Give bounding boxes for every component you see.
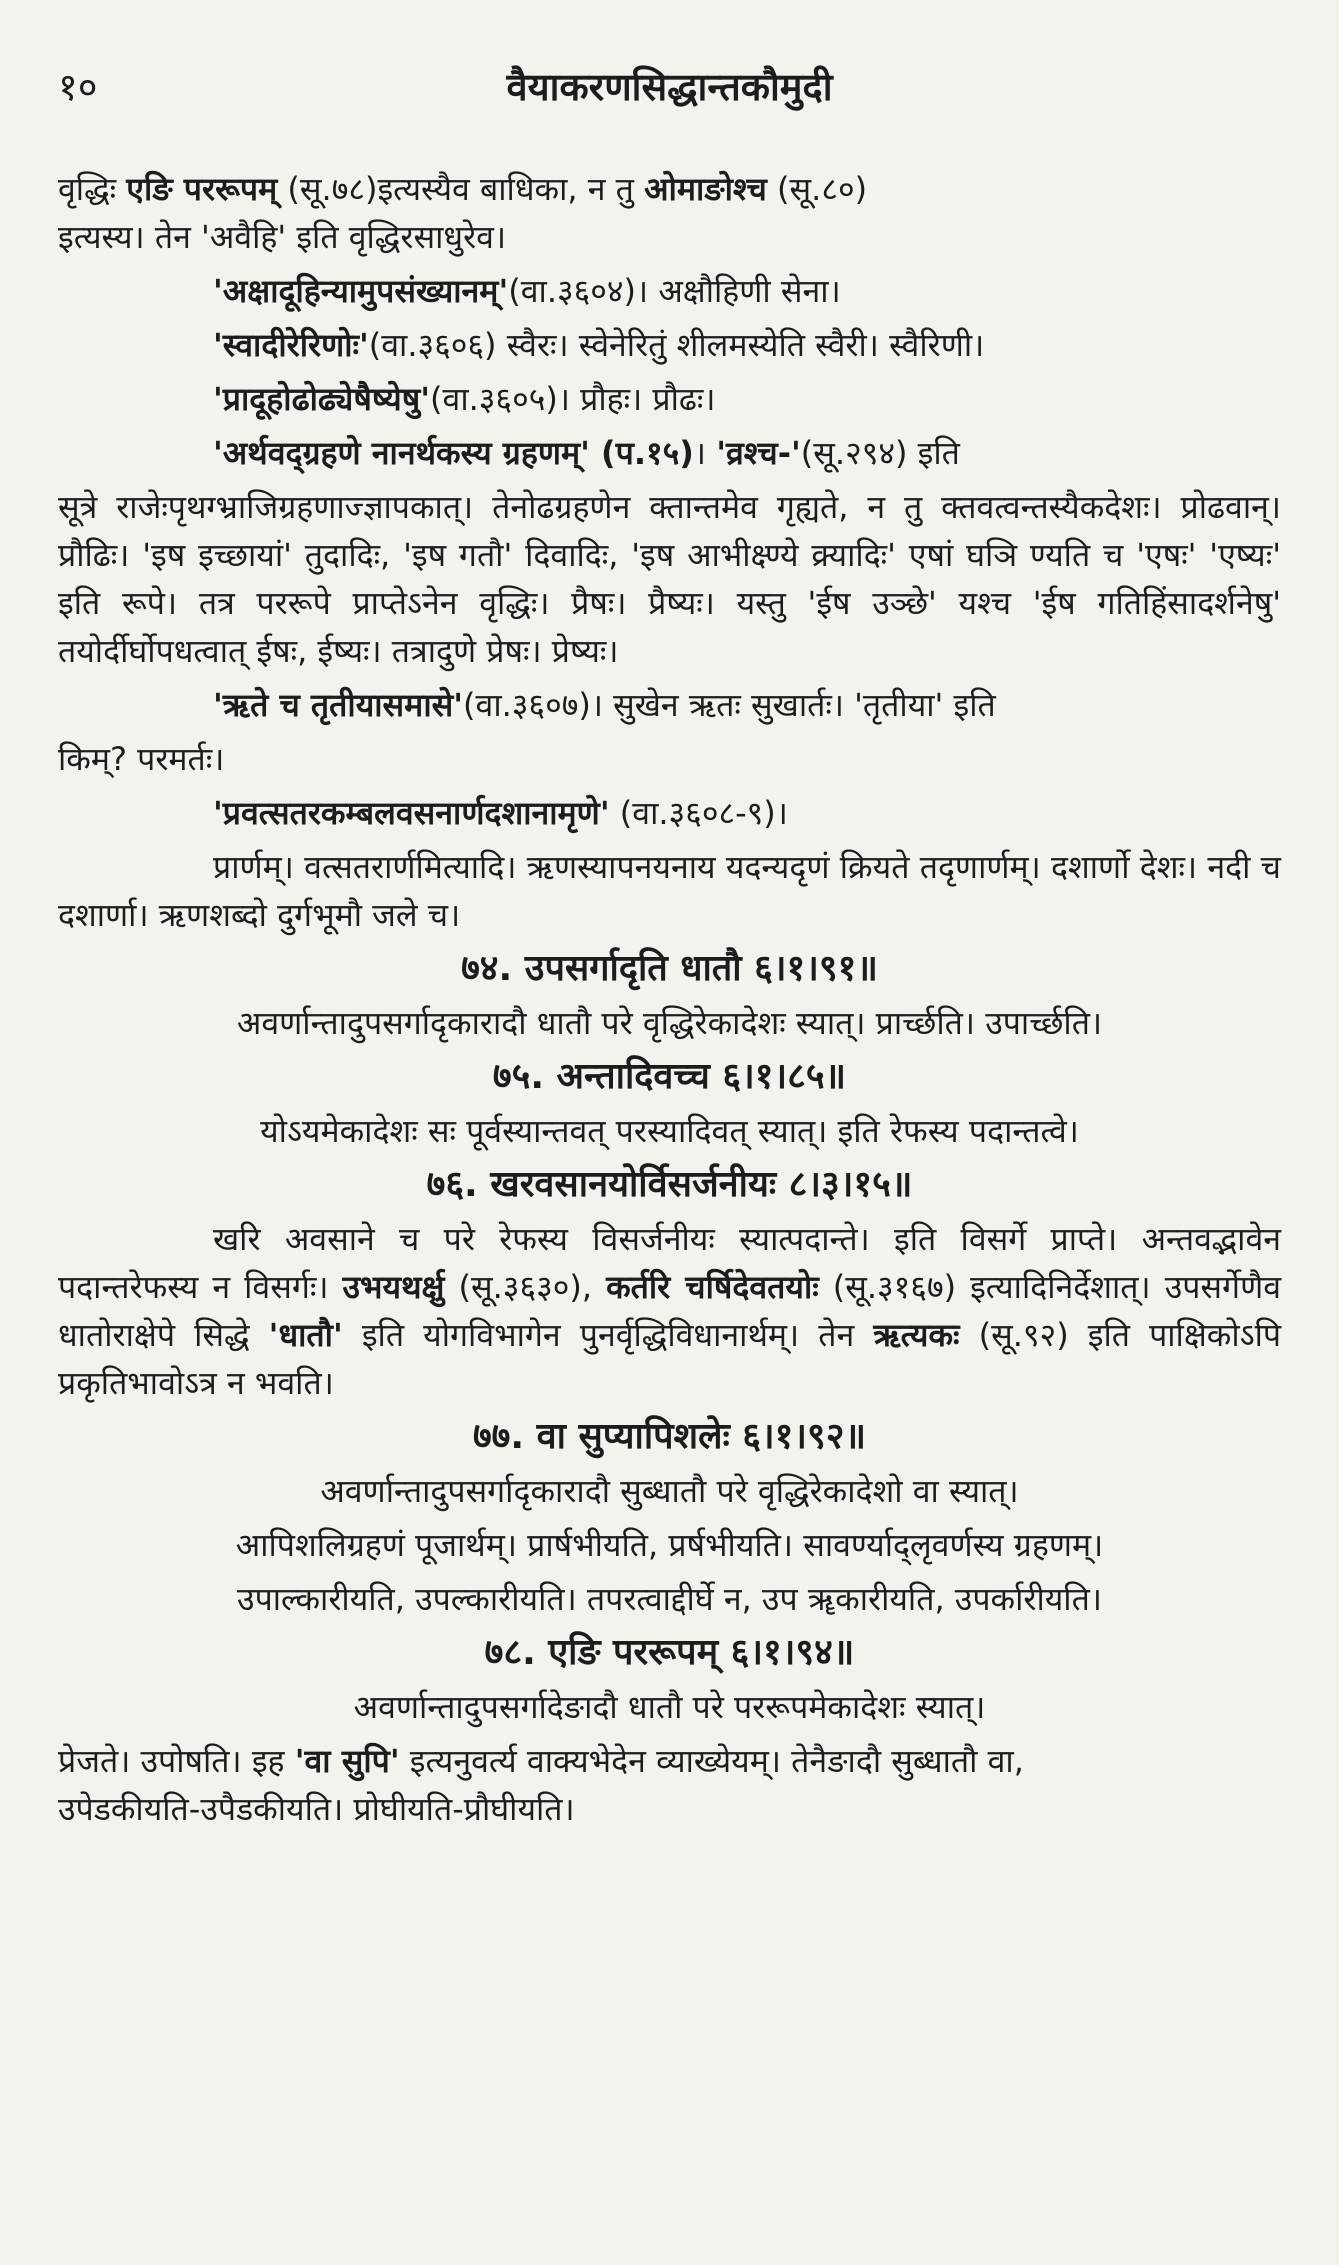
paragraph-short: किम्? परमर्तः। (58, 740, 225, 778)
sutra-heading-77: ७७. वा सुप्यापिशलेः ६।१।९२॥ (472, 1416, 867, 1457)
sutra-commentary-77-1: अवर्णान्तादुपसर्गादृकारादौ सुब्धातौ परे वृद्धिरेकादेशो वा स्यात्। (320, 1472, 1019, 1510)
text: (सू.७८)इत्यस्यैव बाधिका, न तु (287, 170, 634, 208)
sutra-ref: एङि पररूपम् (126, 170, 278, 208)
sutra-heading-78: ७८. एङि पररूपम् ६।१।९४॥ (484, 1632, 855, 1673)
sutra-heading-75: ७५. अन्तादिवच्च ६।१।८५॥ (492, 1056, 847, 1097)
text: (सू.८०) (777, 170, 868, 208)
vartika-title: 'प्रवत्सतरकम्बलवसनार्णदशानामृणे' (213, 794, 610, 832)
sutra-ref: उभयथर्क्षु (342, 1268, 445, 1306)
sutra-commentary-77-2: आपिशलिग्रहणं पूजार्थम्। प्रार्षभीयति, प्रर्षभीयति। सावर्ण्याद्लृवर्णस्य ग्रहणम्। (235, 1526, 1104, 1564)
page-header (58, 60, 1281, 120)
sutra-ref: कर्तरि चर्षिदेवतयोः (606, 1268, 819, 1306)
sutra-commentary-78-2 (58, 1737, 1281, 1833)
text: इत्यनुवर्त्य वाक्यभेदेन व्याख्येयम्। तेनैङादौ सुब्धातौ वा, (409, 1742, 1024, 1780)
sutra-ref: 'वा सुपि' (294, 1742, 400, 1780)
paragraph-explanation: सूत्रे राजेःपृथग्भ्राजिग्रहणाज्ज्ञापकात्। तेनोढग्रहणेन क्तान्तमेव गृह्यते, न तु क्तवत्वन्तस्यैकदेशः। प्रोढवान्। प्रौढिः। 'इष इच्छायां' तुदादिः, 'इष गतौ' दिवादिः, 'इष आभीक्ष्ण्ये क्र्यादिः' एषां घञि ण्यति च 'एषः' 'एष्यः' इति रूपे। तत्र पररूपे प्राप्तेऽनेन वृद्धिः। प्रैषः। प्रैष्यः। यस्तु 'ईष उञ्छे' यश्च 'ईष गतिहिंसादर्शनेषु' तयोर्दीर्घोपधत्वात् ईषः, ईष्यः। तत्रादुणे प्रेषः। प्रेष्यः। (58, 488, 1281, 670)
vartika-5 (58, 681, 1281, 729)
page-number: १० (58, 65, 98, 109)
vartika-3 (58, 375, 1281, 423)
vartika-title: 'प्रादूहोढोढ्येषैष्येषु' (213, 380, 431, 418)
paragraph-intro (58, 165, 1281, 261)
sutra-heading-76: ७६. खरवसानयोर्विसर्जनीयः ८।३।१५॥ (426, 1164, 913, 1205)
text: (सू.३६३०), (458, 1268, 593, 1306)
sutra-ref: ओमाङोश्च (644, 170, 767, 208)
text: खरि अवसाने च परे रेफस्य विसर्जनीयः स्यात्पदान्ते। इति विसर्गे प्राप्ते। (213, 1220, 1118, 1258)
sutra-heading-74: ७४. उपसर्गादृति धातौ ६।१।९१॥ (461, 948, 878, 989)
text: अन्तवद्भावेन पदान्तरेफस्य न विसर्गः। (58, 1220, 1282, 1306)
sutra-ref: 'व्रश्च-' (716, 434, 801, 472)
text: (सू.३१६७) इत्यादिनिर्देशात्। उपसर्गेणैव धातोराक्षेपे सिद्धे (58, 1268, 1281, 1354)
page-body (58, 165, 1281, 1839)
running-title: वैयाकरणसिद्धान्तकौमुदी (506, 65, 833, 109)
text: (सू.९२) इति पाक्षिकोऽपि प्रकृतिभावोऽत्र न भवति। (58, 1316, 1282, 1402)
text: इति योगविभागेन (361, 1316, 561, 1354)
text: (वा.३६०७)। सुखेन ऋतः सुखार्तः। 'तृतीया' इति (463, 686, 996, 724)
vartika-title: 'ऋते च तृतीयासमासे' (213, 686, 464, 724)
sutra-commentary-76 (58, 1215, 1281, 1407)
vartika-6 (58, 789, 1281, 837)
paribhasha-title: 'अर्थवद्ग्रहणे नानर्थकस्य ग्रहणम्' (प.१५) (213, 434, 694, 472)
text: प्रेजते। उपोषति। इह (58, 1742, 285, 1780)
text: (वा.३६०५)। प्रौहः। प्रौढः। (430, 380, 716, 418)
sutra-commentary-77-3: उपाल्कारीयति, उपल्कारीयति। तपरत्वाद्दीर्घे न, उप ॠकारीयति, उपर्कारीयति। (237, 1580, 1102, 1618)
sutra-commentary-78-1: अवर्णान्तादुपसर्गादेङादौ धातौ परे पररूपमेकादेशः स्यात्। (353, 1688, 986, 1726)
text: (सू.२९४) इति (800, 434, 960, 472)
vartika-2 (58, 321, 1281, 369)
text: पुनर्वृद्धिविधानार्थम्। तेन (579, 1316, 855, 1354)
sutra-commentary-75: योऽयमेकादेशः सः पूर्वस्यान्तवत् परस्यादिवत् स्यात्। इति रेफस्य पदान्तत्वे। (260, 1112, 1079, 1150)
text: (वा.३६०६) स्वैरः। स्वेनेरितुं शीलमस्येति स्वैरी। स्वैरिणी। (368, 326, 985, 364)
paragraph-rna: प्रार्णम्। वत्सतरार्णमित्यादि। ऋणस्यापनयनाय यदन्यदृणं क्रियते तदृणार्णम्। दशार्णो देशः। नदी च दशार्णा। ऋणशब्दो दुर्गभूमौ जले च। (58, 848, 1281, 934)
vartika-title: 'अक्षादूहिन्यामुपसंख्यानम्' (213, 272, 509, 310)
text: वृद्धिः (58, 170, 117, 208)
text: । (693, 434, 707, 472)
sutra-commentary-74: अवर्णान्तादुपसर्गादृकारादौ धातौ परे वृद्धिरेकादेशः स्यात्। प्रार्च्छति। उपार्च्छति। (236, 1004, 1103, 1042)
sutra-ref: ऋत्यकः (873, 1316, 960, 1354)
sutra-ref: 'धातौ' (268, 1316, 343, 1354)
text: (वा.३६०४)। अक्षौहिणी सेना। (508, 272, 841, 310)
text: उपेडकीयति-उपैडकीयति। प्रोघीयति-प्रौघीयति। (58, 1790, 575, 1828)
paribhasha-line (58, 429, 1281, 477)
text: (वा.३६०८-९)। (619, 794, 788, 832)
vartika-title: 'स्वादीरेरिणोः' (213, 326, 369, 364)
vartika-1 (58, 267, 1281, 315)
text: इत्यस्य। तेन 'अवैहि' इति वृद्धिरसाधुरेव। (58, 218, 507, 256)
